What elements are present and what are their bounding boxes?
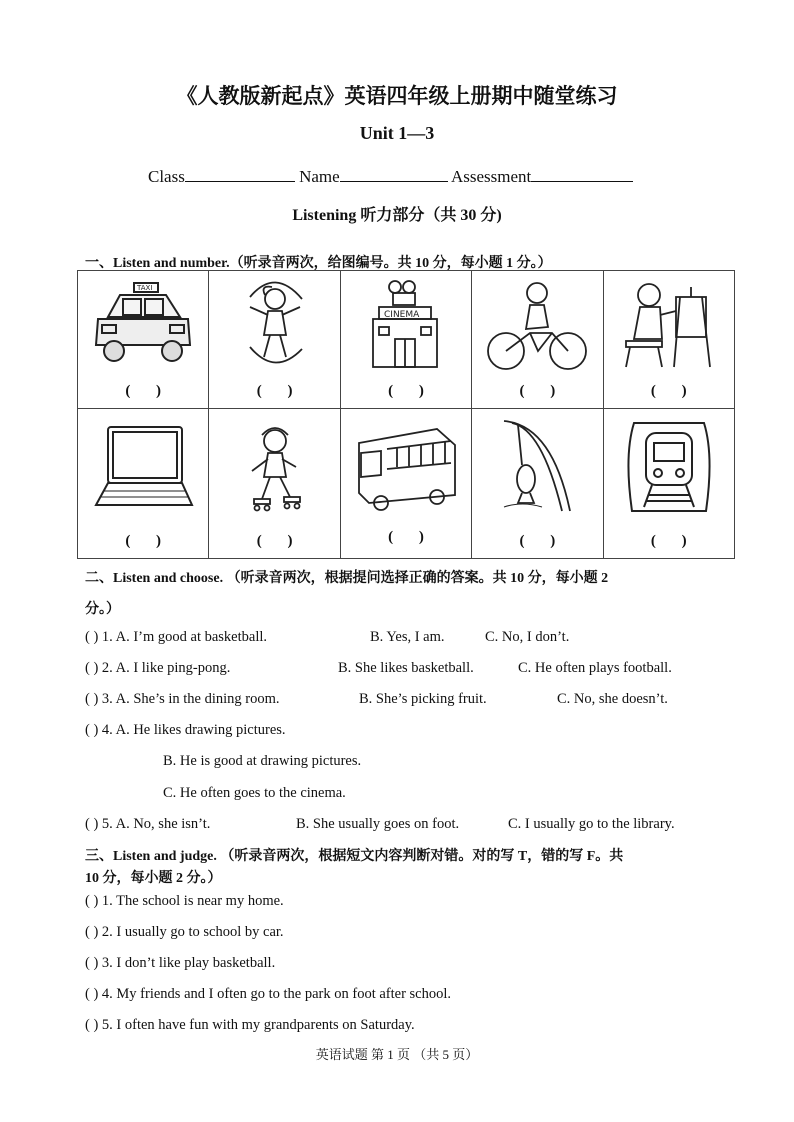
section3-heading-cont: 10 分，每小题 2 分。） [85, 871, 222, 886]
assessment-label: Assessment [451, 167, 532, 186]
name-label: Name [299, 167, 340, 186]
name-blank[interactable] [340, 165, 448, 182]
question-2-3[interactable]: ( ) 3. A. She’s in the dining room. [85, 691, 280, 707]
answer-parentheses[interactable]: ( ) [519, 533, 556, 549]
class-label: Class [148, 167, 185, 186]
option-2-5-b: B. She usually goes on foot. [296, 816, 460, 832]
man-riding-bike-icon [482, 277, 592, 377]
assessment-blank[interactable] [531, 165, 633, 182]
section2-heading: 二、Listen and choose. （听录音两次，根据提问选择正确的答案。共 10 分，每小题 2 [85, 571, 609, 586]
laptop-icon [88, 419, 198, 519]
option-2-2-b: B. She likes basketball. [338, 660, 474, 676]
question-2-4[interactable]: ( ) 4. A. He likes drawing pictures. [85, 722, 286, 738]
answer-parentheses[interactable]: ( ) [650, 533, 687, 549]
answer-parentheses[interactable]: ( ) [388, 383, 424, 399]
unit-label: Unit 1—3 [359, 123, 435, 143]
picture-cell [209, 409, 340, 559]
section2-heading-cont: 分。） [85, 602, 120, 617]
answer-parentheses[interactable]: ( ) [256, 533, 293, 549]
picture-cell [78, 271, 209, 409]
picture-cell [209, 271, 340, 409]
option-2-4-b: B. He is good at drawing pictures. [163, 753, 362, 769]
answer-parentheses[interactable]: ( ) [519, 383, 556, 399]
judge-item-1[interactable]: ( ) 1. The school is near my home. [85, 893, 284, 909]
picture-cell [340, 271, 471, 409]
option-2-3-b: B. She’s picking fruit. [359, 691, 487, 707]
svg-text:TAXI: TAXI [137, 284, 153, 292]
class-blank[interactable] [185, 165, 295, 182]
option-2-2-c: C. He often plays football. [518, 660, 672, 676]
option-2-5-c: C. I usually go to the library. [508, 816, 675, 832]
option-2-3-c: C. No, she doesn’t. [557, 691, 668, 707]
picture-cell [340, 409, 471, 559]
listening-heading: Listening 听力部分（共 30 分) [292, 207, 502, 224]
answer-parentheses[interactable]: ( ) [388, 529, 424, 545]
man-painting-icon [614, 277, 724, 377]
girl-jumping-rope-icon [220, 277, 330, 377]
question-2-2[interactable]: ( ) 2. A. I like ping-pong. [85, 660, 231, 676]
cinema-icon [351, 277, 461, 377]
girl-roller-skating-icon [220, 419, 330, 519]
page-footer: 英语试题 第 1 页 （共 5 页） [315, 1047, 479, 1062]
picture-cell [603, 409, 734, 559]
picture-cell [603, 271, 734, 409]
taxi-icon [88, 277, 198, 377]
student-info-line [148, 165, 633, 187]
page-title: 《人教版新起点》英语四年级上册期中随堂练习 [176, 84, 618, 108]
option-2-1-c: C. No, I don’t. [485, 629, 570, 645]
picture-grid [77, 270, 735, 559]
answer-parentheses[interactable]: ( ) [125, 533, 162, 549]
train-icon [614, 415, 724, 515]
question-2-1[interactable]: ( ) 1. A. I’m good at basketball. [85, 629, 268, 645]
answer-parentheses[interactable]: ( ) [256, 383, 293, 399]
fishing-icon [482, 415, 592, 515]
judge-item-2[interactable]: ( ) 2. I usually go to school by car. [85, 924, 284, 940]
answer-parentheses[interactable]: ( ) [125, 383, 162, 399]
svg-text:CINEMA: CINEMA [383, 310, 420, 320]
judge-item-4[interactable]: ( ) 4. My friends and I often go to the park on foot after school. [85, 986, 452, 1002]
option-2-4-c: C. He often goes to the cinema. [163, 785, 346, 801]
option-2-1-b: B. Yes, I am. [370, 629, 445, 645]
section1-heading: 一、Listen and number.（听录音两次，给图编号。共 10 分，每小题 1 分。） [85, 256, 552, 271]
judge-item-5[interactable]: ( ) 5. I often have fun with my grandparents on Saturday. [85, 1017, 415, 1033]
question-2-5[interactable]: ( ) 5. A. No, she isn’t. [85, 816, 211, 832]
picture-cell [472, 271, 603, 409]
section3-heading: 三、Listen and judge. （听录音两次，根据短文内容判断对错。对的写 T，错的写 F。共 [85, 849, 624, 864]
picture-cell [78, 409, 209, 559]
picture-cell [472, 409, 603, 559]
judge-item-3[interactable]: ( ) 3. I don’t like play basketball. [85, 955, 276, 971]
answer-parentheses[interactable]: ( ) [650, 383, 687, 399]
bus-icon [351, 419, 461, 519]
